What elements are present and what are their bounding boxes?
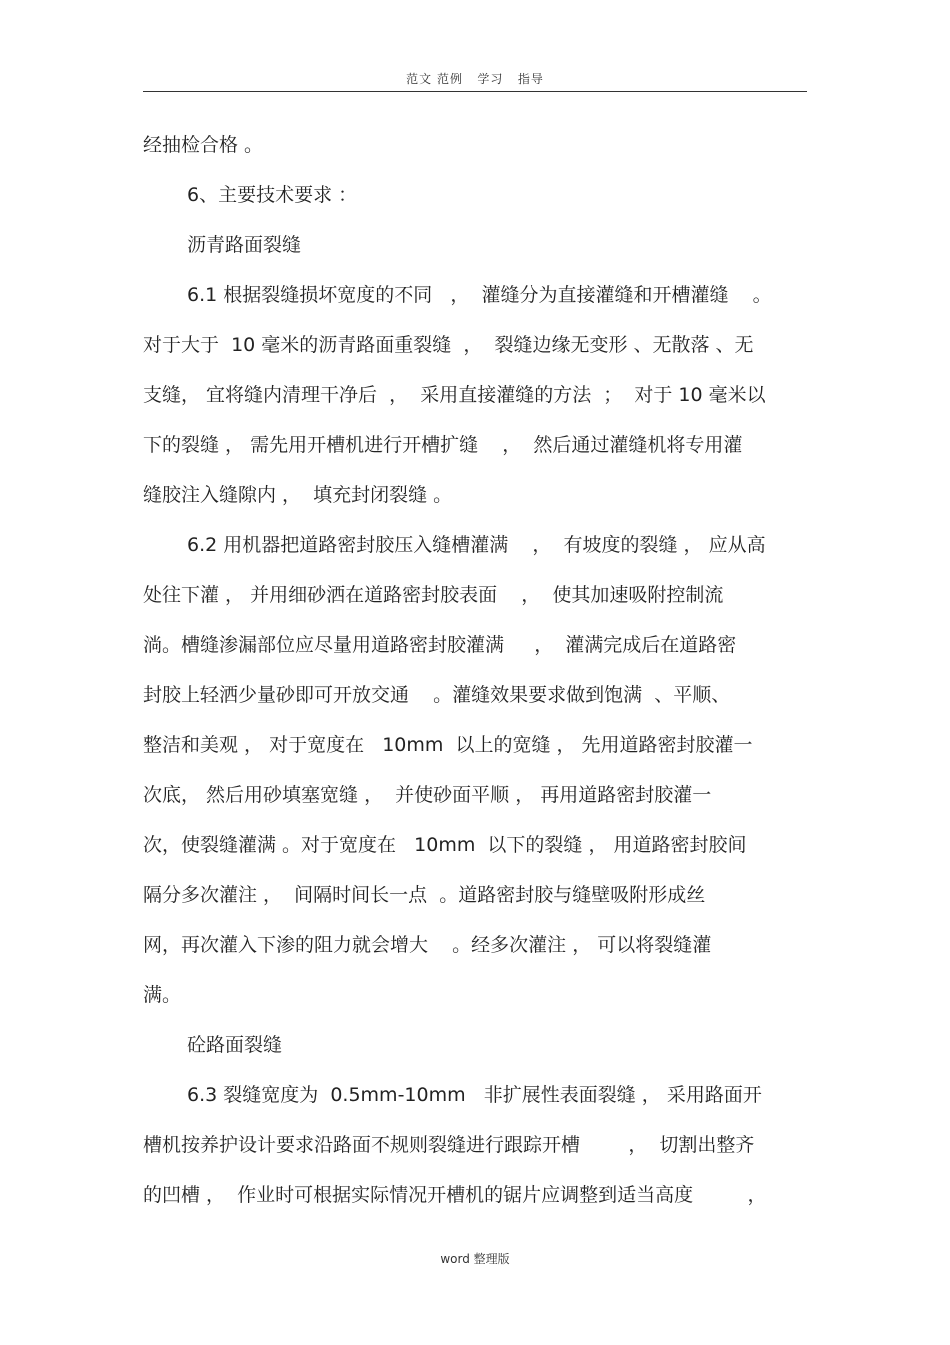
page-footer: word 整理版 bbox=[440, 1252, 510, 1266]
body-line: 次底， 然后用砂填塞宽缝 ， 并使砂面平顺 ， 再用道路密封胶灌一 bbox=[143, 784, 712, 806]
page-header bbox=[143, 70, 807, 92]
body-line: 次，使裂缝灌满 。对于宽度在 10mm 以下的裂缝 ， 用道路密封胶间 bbox=[143, 834, 747, 856]
header-text: 范文 范例 学习 指导 bbox=[406, 72, 544, 86]
body-line: 淌。槽缝渗漏部位应尽量用道路密封胶灌满 ， 灌满完成后在道路密 bbox=[143, 634, 737, 656]
header-divider bbox=[143, 91, 807, 92]
body-line: 对于大于 10 毫米的沥青路面重裂缝 ， 裂缝边缘无变形 、无散落 、无 bbox=[143, 334, 754, 356]
document-body bbox=[143, 120, 807, 1220]
body-line: 隔分多次灌注 ， 间隔时间长一点 。道路密封胶与缝壁吸附形成丝 bbox=[143, 884, 706, 906]
body-line: 支缝， 宜将缝内清理干净后 ， 采用直接灌缝的方法 ； 对于 10 毫米以 bbox=[143, 384, 766, 406]
body-line: 的凹槽 ， 作业时可根据实际情况开槽机的锯片应调整到适当高度 ， bbox=[143, 1184, 767, 1206]
body-line: 封胶上轻洒少量砂即可开放交通 。灌缝效果要求做到饱满 、平顺、 bbox=[143, 684, 731, 706]
body-line: 缝胶注入缝隙内 ， 填充封闭裂缝 。 bbox=[143, 484, 453, 506]
body-line: 6.2 用机器把道路密封胶压入缝槽灌满 ， 有坡度的裂缝 ， 应从高 bbox=[187, 534, 766, 556]
body-line: 下的裂缝 ， 需先用开槽机进行开槽扩缝 ， 然后通过灌缝机将专用灌 bbox=[143, 434, 743, 456]
body-line: 6.3 裂缝宽度为 0.5mm-10mm 非扩展性表面裂缝 ， 采用路面开 bbox=[187, 1084, 762, 1106]
body-line: 满。 bbox=[143, 984, 182, 1006]
body-line: 整洁和美观 ， 对于宽度在 10mm 以上的宽缝 ， 先用道路密封胶灌一 bbox=[143, 734, 753, 756]
body-line: 槽机按养护设计要求沿路面不规则裂缝进行跟踪开槽 ， 切割出整齐 bbox=[143, 1134, 755, 1156]
section-heading: 6、主要技术要求 ： bbox=[187, 184, 358, 206]
body-line: 6.1 根据裂缝损坏宽度的不同 ， 灌缝分为直接灌缝和开槽灌缝 。 bbox=[187, 284, 772, 306]
body-line: 网，再次灌入下渗的阻力就会增大 。经多次灌注 ， 可以将裂缝灌 bbox=[143, 934, 712, 956]
body-line: 处往下灌 ， 并用细砂洒在道路密封胶表面 ， 使其加速吸附控制流 bbox=[143, 584, 724, 606]
body-line: 经抽检合格 。 bbox=[143, 134, 264, 156]
subsection-heading: 砼路面裂缝 bbox=[187, 1034, 283, 1056]
subsection-heading: 沥青路面裂缝 bbox=[187, 234, 302, 256]
